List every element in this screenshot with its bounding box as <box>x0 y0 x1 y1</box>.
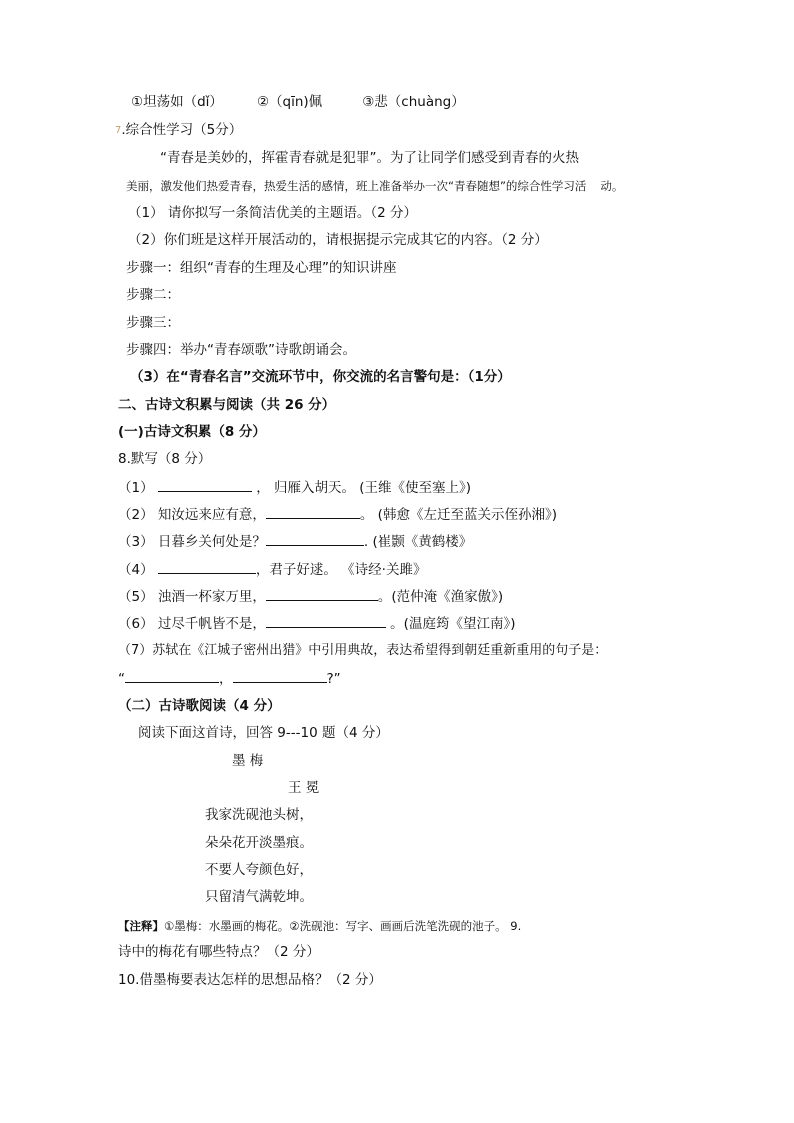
q8-item-7: （7）苏轼在《江城子密州出猎》中引用典故，表达希望得到朝廷重新重用的句子是： <box>118 643 608 658</box>
q7-step-3: 步骤三： <box>126 315 180 331</box>
q7-sub-2: （2）你们班是这样开展活动的，请根据提示完成其它的内容。（2 分） <box>128 232 548 248</box>
q8-item-1 <box>118 478 471 497</box>
q8-item-6-post: 。(温庭筠《望江南》) <box>385 616 516 632</box>
q7-step-4: 步骤四：举办“青春颂歌”诗歌朗诵会。 <box>126 342 356 358</box>
q8-item-3 <box>118 532 472 551</box>
q8-item-3-post: . (崔颢《黄鹤楼》 <box>363 534 473 550</box>
q8-item-7-close: ?” <box>326 671 341 687</box>
poem-title: 墨 梅 <box>232 753 264 769</box>
q8-item-4-post: ，君子好逑。 《诗经·关雎》 <box>255 562 427 578</box>
poem-line-2: 朵朵花开淡墨痕。 <box>205 835 313 851</box>
q8-item-4-pre: （4） <box>118 562 154 578</box>
q8-item-2-blank[interactable] <box>266 505 360 519</box>
q7-intro-line-2-end: 动。 <box>600 179 624 193</box>
poem-line-1: 我家洗砚池头树， <box>205 807 313 823</box>
q7-sub-1: （1） 请你拟写一条简洁优美的主题语。（2 分） <box>128 205 418 221</box>
poem-line-3: 不要人夸颜色好， <box>205 862 313 878</box>
q8-item-7-open-quote: “ <box>118 671 125 687</box>
section-2-title: 二、古诗文积累与阅读（共 26 分） <box>118 397 336 413</box>
poem-notes <box>118 917 521 935</box>
q8-item-4 <box>118 560 426 579</box>
q8-item-2-pre: （2） 知汝远来应有意， <box>118 507 266 523</box>
q7-title <box>115 121 242 141</box>
q8-item-1-pre: （1） <box>118 480 154 496</box>
q8-item-7-answer <box>118 669 341 688</box>
q7-sub-3: （3）在“青春名言”交流环节中，你交流的名言警句是：（1分） <box>130 369 511 385</box>
q8-item-3-blank[interactable] <box>266 532 364 546</box>
q7-step-1: 步骤一：组织“青春的生理及心理”的知识讲座 <box>126 260 397 276</box>
q7-number: 7 <box>115 125 122 136</box>
q8-item-4-blank[interactable] <box>158 560 256 574</box>
pinyin-item-2: ②（qīn)佩 <box>256 94 323 110</box>
q8-item-5-blank[interactable] <box>266 587 378 601</box>
poem-author: 王 冕 <box>288 780 320 796</box>
q8-item-5 <box>118 587 503 606</box>
q8-item-6-pre: （6） 过尽千帆皆不是， <box>118 616 266 632</box>
q8-item-5-pre: （5） 浊酒一杯家万里， <box>118 589 266 605</box>
q8-item-3-pre: （3） 日暮乡关何处是？ <box>118 534 266 550</box>
q8-item-7-comma: ， <box>219 671 233 687</box>
part-1-title: (一)古诗文积累（8 分） <box>118 424 266 440</box>
q8-item-2 <box>118 505 557 524</box>
q8-item-1-post: ， 归雁入胡天。 (王维《使至塞上》) <box>256 480 472 496</box>
q7-title-text: .综合性学习（5分） <box>121 122 243 138</box>
q8-item-7-blank-1[interactable] <box>125 669 219 683</box>
notes-tag: 【注释】 <box>118 919 164 933</box>
q8-item-6-blank[interactable] <box>266 614 386 628</box>
pinyin-item-3: ③悲（chuàng） <box>362 94 465 110</box>
q7-step-2: 步骤二： <box>126 287 180 303</box>
notes-text: ①墨梅：水墨画的梅花。②洗砚池：写字、画画后洗笔洗砚的池子。 9. <box>164 919 522 933</box>
q7-intro-line-2 <box>126 177 623 195</box>
q8-item-2-post: 。 (韩愈《左迁至蓝关示侄孙湘》) <box>359 507 557 523</box>
q9: 诗中的梅花有哪些特点？（2 分） <box>118 944 320 960</box>
q7-intro-line-1: “青春是美妙的，挥霍青春就是犯罪”。为了让同学们感受到青春的火热 <box>160 150 579 166</box>
q10: 10.借墨梅要表达怎样的思想品格？（2 分） <box>118 972 382 988</box>
q8-item-6 <box>118 614 515 633</box>
q8-title: 8.默写（8 分） <box>118 451 212 467</box>
q7-intro-line-2-text: 美丽，激发他们热爱青春，热爱生活的感情，班上准备举办一次“青春随想”的综合性学习活 <box>126 179 587 193</box>
poem-line-4: 只留清气满乾坤。 <box>205 889 313 905</box>
pinyin-line <box>131 93 465 111</box>
part-2-intro: 阅读下面这首诗，回答 9---10 题（4 分） <box>138 725 389 741</box>
pinyin-item-1: ①坦荡如（dǐ） <box>131 94 223 110</box>
part-2-title: （二）古诗歌阅读（4 分） <box>118 698 281 714</box>
q8-item-5-post: 。(范仲淹《渔家傲》) <box>377 589 504 605</box>
q8-item-7-blank-2[interactable] <box>233 669 327 683</box>
q8-item-1-blank[interactable] <box>158 478 252 492</box>
